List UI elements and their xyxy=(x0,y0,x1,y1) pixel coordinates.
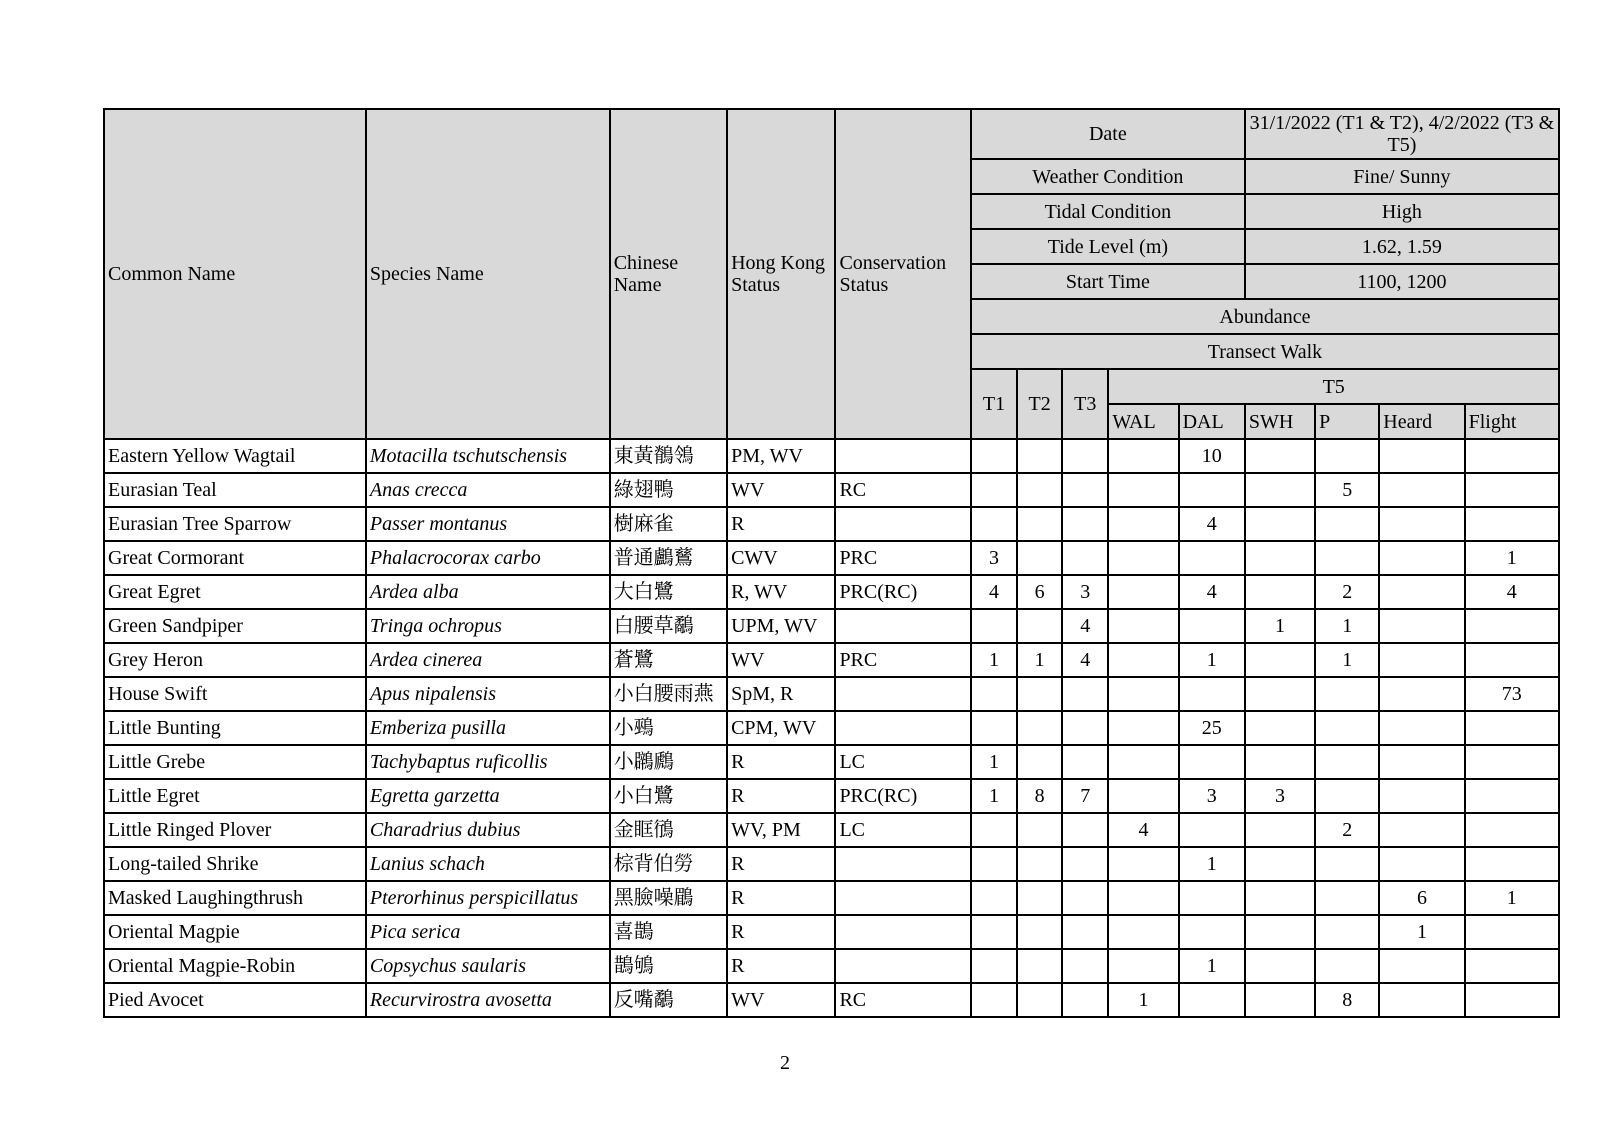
wal-cell xyxy=(1108,915,1178,949)
t5-header: T5 xyxy=(1108,369,1559,404)
heard-cell xyxy=(1379,779,1464,813)
t1-cell xyxy=(971,711,1017,745)
p-cell: 8 xyxy=(1315,983,1379,1017)
t1-cell xyxy=(971,915,1017,949)
dal-cell: 25 xyxy=(1179,711,1245,745)
flight-cell xyxy=(1465,745,1559,779)
swh-cell xyxy=(1245,575,1315,609)
dal-cell: 1 xyxy=(1179,847,1245,881)
t1-cell xyxy=(971,609,1017,643)
table-row xyxy=(104,609,1559,643)
hk-status-cell: R, WV xyxy=(727,575,835,609)
species-name-cell: Pterorhinus perspicillatus xyxy=(366,881,610,915)
conservation-status-cell xyxy=(835,949,970,983)
t3-cell xyxy=(1062,745,1108,779)
species-name-cell: Apus nipalensis xyxy=(366,677,610,711)
p-cell xyxy=(1315,439,1379,473)
hk-status-cell: WV xyxy=(727,983,835,1017)
t2-cell xyxy=(1017,473,1062,507)
t3-cell xyxy=(1062,677,1108,711)
common-name-cell: Eurasian Teal xyxy=(104,473,366,507)
wal-cell xyxy=(1108,745,1178,779)
t3-cell: 4 xyxy=(1062,643,1108,677)
common-name-cell: Little Bunting xyxy=(104,711,366,745)
wal-cell xyxy=(1108,609,1178,643)
heard-cell xyxy=(1379,983,1464,1017)
wal-cell xyxy=(1108,847,1178,881)
hk-status-cell: WV xyxy=(727,643,835,677)
wal-header: WAL xyxy=(1108,404,1178,439)
chinese-name-cell: 棕背伯勞 xyxy=(610,847,727,881)
table-row xyxy=(104,473,1559,507)
common-name-cell: Little Grebe xyxy=(104,745,366,779)
hk-status-cell: WV xyxy=(727,473,835,507)
swh-cell xyxy=(1245,643,1315,677)
hk-status-cell: R xyxy=(727,881,835,915)
t1-cell: 1 xyxy=(971,643,1017,677)
chinese-name-cell: 黑臉噪鶥 xyxy=(610,881,727,915)
species-name-cell: Charadrius dubius xyxy=(366,813,610,847)
t3-cell xyxy=(1062,541,1108,575)
t1-cell xyxy=(971,439,1017,473)
heard-cell xyxy=(1379,439,1464,473)
t2-cell xyxy=(1017,507,1062,541)
heard-cell xyxy=(1379,507,1464,541)
swh-cell xyxy=(1245,745,1315,779)
hk-status-cell: R xyxy=(727,915,835,949)
table-row xyxy=(104,439,1559,473)
chinese-name-cell: 普通鸕鶿 xyxy=(610,541,727,575)
chinese-name-cell: 反嘴鷸 xyxy=(610,983,727,1017)
swh-cell xyxy=(1245,847,1315,881)
conservation-status-cell xyxy=(835,507,970,541)
t1-cell xyxy=(971,677,1017,711)
t2-cell: 8 xyxy=(1017,779,1062,813)
common-name-cell: Eastern Yellow Wagtail xyxy=(104,439,366,473)
p-cell xyxy=(1315,915,1379,949)
conservation-status-cell xyxy=(835,609,970,643)
heard-cell xyxy=(1379,575,1464,609)
t1-cell xyxy=(971,847,1017,881)
chinese-name-cell: 小白鷺 xyxy=(610,779,727,813)
flight-cell: 1 xyxy=(1465,541,1559,575)
conservation-status-cell: RC xyxy=(835,473,970,507)
dal-header: DAL xyxy=(1179,404,1245,439)
species-name-cell: Motacilla tschutschensis xyxy=(366,439,610,473)
dal-cell: 1 xyxy=(1179,949,1245,983)
heard-cell xyxy=(1379,609,1464,643)
conservation-status-cell xyxy=(835,439,970,473)
p-cell xyxy=(1315,711,1379,745)
heard-cell xyxy=(1379,745,1464,779)
t1-cell xyxy=(971,473,1017,507)
wal-cell xyxy=(1108,881,1178,915)
conservation-status-cell xyxy=(835,881,970,915)
start-time-value: 1100, 1200 xyxy=(1245,264,1559,299)
table-row xyxy=(104,915,1559,949)
swh-cell: 3 xyxy=(1245,779,1315,813)
chinese-name-cell: 蒼鷺 xyxy=(610,643,727,677)
dal-cell: 1 xyxy=(1179,643,1245,677)
swh-cell xyxy=(1245,473,1315,507)
swh-cell xyxy=(1245,439,1315,473)
t3-header: T3 xyxy=(1062,369,1108,439)
wal-cell xyxy=(1108,575,1178,609)
abundance-header: Abundance xyxy=(971,299,1559,334)
chinese-name-cell: 小白腰雨燕 xyxy=(610,677,727,711)
t3-cell xyxy=(1062,881,1108,915)
dal-cell xyxy=(1179,881,1245,915)
heard-cell xyxy=(1379,949,1464,983)
hk-status-cell: R xyxy=(727,847,835,881)
t1-header: T1 xyxy=(971,369,1017,439)
p-cell: 2 xyxy=(1315,813,1379,847)
flight-cell xyxy=(1465,949,1559,983)
table-row xyxy=(104,983,1559,1017)
heard-cell xyxy=(1379,677,1464,711)
table-row xyxy=(104,949,1559,983)
common-name-cell: Oriental Magpie xyxy=(104,915,366,949)
t1-cell: 1 xyxy=(971,745,1017,779)
tide-level-value: 1.62, 1.59 xyxy=(1245,229,1559,264)
table-row xyxy=(104,847,1559,881)
t2-cell xyxy=(1017,677,1062,711)
t1-cell xyxy=(971,983,1017,1017)
hk-status-cell: SpM, R xyxy=(727,677,835,711)
hk-status-cell: PM, WV xyxy=(727,439,835,473)
date-label: Date xyxy=(971,109,1245,159)
swh-cell: 1 xyxy=(1245,609,1315,643)
flight-header: Flight xyxy=(1465,404,1559,439)
table-row xyxy=(104,541,1559,575)
species-name-cell: Ardea cinerea xyxy=(366,643,610,677)
flight-cell: 4 xyxy=(1465,575,1559,609)
swh-cell xyxy=(1245,541,1315,575)
common-name-cell: Masked Laughingthrush xyxy=(104,881,366,915)
t2-cell xyxy=(1017,541,1062,575)
p-cell xyxy=(1315,507,1379,541)
t3-cell xyxy=(1062,473,1108,507)
flight-cell xyxy=(1465,915,1559,949)
conservation-status-cell xyxy=(835,847,970,881)
t3-cell xyxy=(1062,949,1108,983)
flight-cell xyxy=(1465,643,1559,677)
t2-cell xyxy=(1017,745,1062,779)
chinese-name-cell: 綠翅鴨 xyxy=(610,473,727,507)
t2-cell xyxy=(1017,813,1062,847)
heard-header: Heard xyxy=(1379,404,1464,439)
bird-survey-table xyxy=(103,108,1560,1018)
t3-cell xyxy=(1062,983,1108,1017)
flight-cell xyxy=(1465,711,1559,745)
heard-cell xyxy=(1379,473,1464,507)
wal-cell xyxy=(1108,949,1178,983)
hk-status-cell: CWV xyxy=(727,541,835,575)
t1-cell xyxy=(971,881,1017,915)
table-row xyxy=(104,711,1559,745)
species-name-cell: Phalacrocorax carbo xyxy=(366,541,610,575)
table-row xyxy=(104,507,1559,541)
wal-cell xyxy=(1108,643,1178,677)
flight-cell xyxy=(1465,983,1559,1017)
table-row xyxy=(104,779,1559,813)
common-name-header: Common Name xyxy=(104,109,366,439)
table-row xyxy=(104,677,1559,711)
conservation-status-cell xyxy=(835,677,970,711)
weather-value: Fine/ Sunny xyxy=(1245,159,1559,194)
tidal-label: Tidal Condition xyxy=(971,194,1245,229)
species-name-cell: Anas crecca xyxy=(366,473,610,507)
t2-cell xyxy=(1017,949,1062,983)
swh-cell xyxy=(1245,983,1315,1017)
hk-status-cell: R xyxy=(727,949,835,983)
wal-cell xyxy=(1108,541,1178,575)
wal-cell: 1 xyxy=(1108,983,1178,1017)
swh-cell xyxy=(1245,507,1315,541)
flight-cell xyxy=(1465,813,1559,847)
flight-cell xyxy=(1465,439,1559,473)
t3-cell xyxy=(1062,813,1108,847)
dal-cell: 4 xyxy=(1179,575,1245,609)
conservation-status-cell: LC xyxy=(835,745,970,779)
t2-cell xyxy=(1017,711,1062,745)
species-name-cell: Ardea alba xyxy=(366,575,610,609)
t1-cell xyxy=(971,507,1017,541)
hk-status-cell: WV, PM xyxy=(727,813,835,847)
chinese-name-cell: 樹麻雀 xyxy=(610,507,727,541)
t2-cell xyxy=(1017,847,1062,881)
t2-cell xyxy=(1017,983,1062,1017)
common-name-cell: Long-tailed Shrike xyxy=(104,847,366,881)
flight-cell: 1 xyxy=(1465,881,1559,915)
t3-cell xyxy=(1062,439,1108,473)
species-name-cell: Egretta garzetta xyxy=(366,779,610,813)
swh-cell xyxy=(1245,813,1315,847)
p-cell xyxy=(1315,677,1379,711)
flight-cell: 73 xyxy=(1465,677,1559,711)
dal-cell xyxy=(1179,473,1245,507)
t1-cell xyxy=(971,949,1017,983)
common-name-cell: Green Sandpiper xyxy=(104,609,366,643)
page-number: 2 xyxy=(780,1052,790,1074)
t1-cell: 4 xyxy=(971,575,1017,609)
p-cell xyxy=(1315,745,1379,779)
t3-cell xyxy=(1062,847,1108,881)
chinese-name-cell: 小鵐 xyxy=(610,711,727,745)
p-cell xyxy=(1315,779,1379,813)
conservation-status-cell: PRC(RC) xyxy=(835,779,970,813)
conservation-status-cell: PRC xyxy=(835,643,970,677)
p-cell xyxy=(1315,541,1379,575)
date-value: 31/1/2022 (T1 & T2), 4/2/2022 (T3 & T5) xyxy=(1245,109,1559,159)
heard-cell: 1 xyxy=(1379,915,1464,949)
swh-cell xyxy=(1245,677,1315,711)
common-name-cell: Great Cormorant xyxy=(104,541,366,575)
common-name-cell: Little Ringed Plover xyxy=(104,813,366,847)
conservation-status-cell: PRC xyxy=(835,541,970,575)
conservation-status-cell: LC xyxy=(835,813,970,847)
chinese-name-cell: 金眶鴴 xyxy=(610,813,727,847)
heard-cell xyxy=(1379,541,1464,575)
conservation-status-cell xyxy=(835,915,970,949)
hk-status-header: Hong Kong Status xyxy=(727,109,835,439)
heard-cell xyxy=(1379,847,1464,881)
t2-cell xyxy=(1017,609,1062,643)
common-name-cell: House Swift xyxy=(104,677,366,711)
chinese-name-cell: 東黃鶺鴒 xyxy=(610,439,727,473)
p-cell xyxy=(1315,881,1379,915)
heard-cell: 6 xyxy=(1379,881,1464,915)
hk-status-cell: R xyxy=(727,779,835,813)
wal-cell: 4 xyxy=(1108,813,1178,847)
wal-cell xyxy=(1108,439,1178,473)
wal-cell xyxy=(1108,779,1178,813)
species-name-cell: Pica serica xyxy=(366,915,610,949)
wal-cell xyxy=(1108,711,1178,745)
tide-level-label: Tide Level (m) xyxy=(971,229,1245,264)
wal-cell xyxy=(1108,473,1178,507)
conservation-status-cell xyxy=(835,711,970,745)
dal-cell xyxy=(1179,745,1245,779)
dal-cell xyxy=(1179,813,1245,847)
t3-cell xyxy=(1062,711,1108,745)
start-time-label: Start Time xyxy=(971,264,1245,299)
conservation-status-header: Conservation Status xyxy=(835,109,970,439)
swh-cell xyxy=(1245,711,1315,745)
common-name-cell: Little Egret xyxy=(104,779,366,813)
p-cell xyxy=(1315,847,1379,881)
weather-label: Weather Condition xyxy=(971,159,1245,194)
species-name-cell: Passer montanus xyxy=(366,507,610,541)
dal-cell xyxy=(1179,983,1245,1017)
dal-cell xyxy=(1179,541,1245,575)
hk-status-cell: R xyxy=(727,507,835,541)
t3-cell: 4 xyxy=(1062,609,1108,643)
flight-cell xyxy=(1465,473,1559,507)
chinese-name-cell: 小鸊鷉 xyxy=(610,745,727,779)
species-name-cell: Copsychus saularis xyxy=(366,949,610,983)
swh-cell xyxy=(1245,949,1315,983)
t2-cell: 6 xyxy=(1017,575,1062,609)
conservation-status-cell: PRC(RC) xyxy=(835,575,970,609)
t1-cell: 3 xyxy=(971,541,1017,575)
species-name-cell: Emberiza pusilla xyxy=(366,711,610,745)
flight-cell xyxy=(1465,779,1559,813)
hk-status-cell: CPM, WV xyxy=(727,711,835,745)
dal-cell xyxy=(1179,915,1245,949)
t2-cell xyxy=(1017,915,1062,949)
p-header: P xyxy=(1315,404,1379,439)
species-name-header: Species Name xyxy=(366,109,610,439)
table-row xyxy=(104,745,1559,779)
dal-cell: 3 xyxy=(1179,779,1245,813)
heard-cell xyxy=(1379,643,1464,677)
transect-walk-header: Transect Walk xyxy=(971,334,1559,369)
t2-cell xyxy=(1017,881,1062,915)
t3-cell: 3 xyxy=(1062,575,1108,609)
table-row xyxy=(104,881,1559,915)
wal-cell xyxy=(1108,507,1178,541)
t1-cell xyxy=(971,813,1017,847)
heard-cell xyxy=(1379,813,1464,847)
t2-cell: 1 xyxy=(1017,643,1062,677)
dal-cell xyxy=(1179,609,1245,643)
swh-cell xyxy=(1245,915,1315,949)
flight-cell xyxy=(1465,847,1559,881)
p-cell: 2 xyxy=(1315,575,1379,609)
species-name-cell: Tringa ochropus xyxy=(366,609,610,643)
dal-cell xyxy=(1179,677,1245,711)
swh-header: SWH xyxy=(1245,404,1315,439)
common-name-cell: Eurasian Tree Sparrow xyxy=(104,507,366,541)
t3-cell xyxy=(1062,915,1108,949)
p-cell: 5 xyxy=(1315,473,1379,507)
t3-cell: 7 xyxy=(1062,779,1108,813)
dal-cell: 10 xyxy=(1179,439,1245,473)
flight-cell xyxy=(1465,609,1559,643)
common-name-cell: Pied Avocet xyxy=(104,983,366,1017)
table-row xyxy=(104,813,1559,847)
dal-cell: 4 xyxy=(1179,507,1245,541)
common-name-cell: Grey Heron xyxy=(104,643,366,677)
p-cell: 1 xyxy=(1315,609,1379,643)
common-name-cell: Oriental Magpie-Robin xyxy=(104,949,366,983)
wal-cell xyxy=(1108,677,1178,711)
species-name-cell: Lanius schach xyxy=(366,847,610,881)
t2-header: T2 xyxy=(1017,369,1062,439)
conservation-status-cell: RC xyxy=(835,983,970,1017)
swh-cell xyxy=(1245,881,1315,915)
t3-cell xyxy=(1062,507,1108,541)
chinese-name-cell: 白腰草鷸 xyxy=(610,609,727,643)
t1-cell: 1 xyxy=(971,779,1017,813)
species-name-cell: Tachybaptus ruficollis xyxy=(366,745,610,779)
table-row xyxy=(104,575,1559,609)
p-cell: 1 xyxy=(1315,643,1379,677)
chinese-name-cell: 喜鵲 xyxy=(610,915,727,949)
hk-status-cell: R xyxy=(727,745,835,779)
p-cell xyxy=(1315,949,1379,983)
chinese-name-header: Chinese Name xyxy=(610,109,727,439)
common-name-cell: Great Egret xyxy=(104,575,366,609)
table-row xyxy=(104,643,1559,677)
species-name-cell: Recurvirostra avosetta xyxy=(366,983,610,1017)
t2-cell xyxy=(1017,439,1062,473)
flight-cell xyxy=(1465,507,1559,541)
chinese-name-cell: 大白鷺 xyxy=(610,575,727,609)
hk-status-cell: UPM, WV xyxy=(727,609,835,643)
chinese-name-cell: 鵲鴝 xyxy=(610,949,727,983)
heard-cell xyxy=(1379,711,1464,745)
tidal-value: High xyxy=(1245,194,1559,229)
